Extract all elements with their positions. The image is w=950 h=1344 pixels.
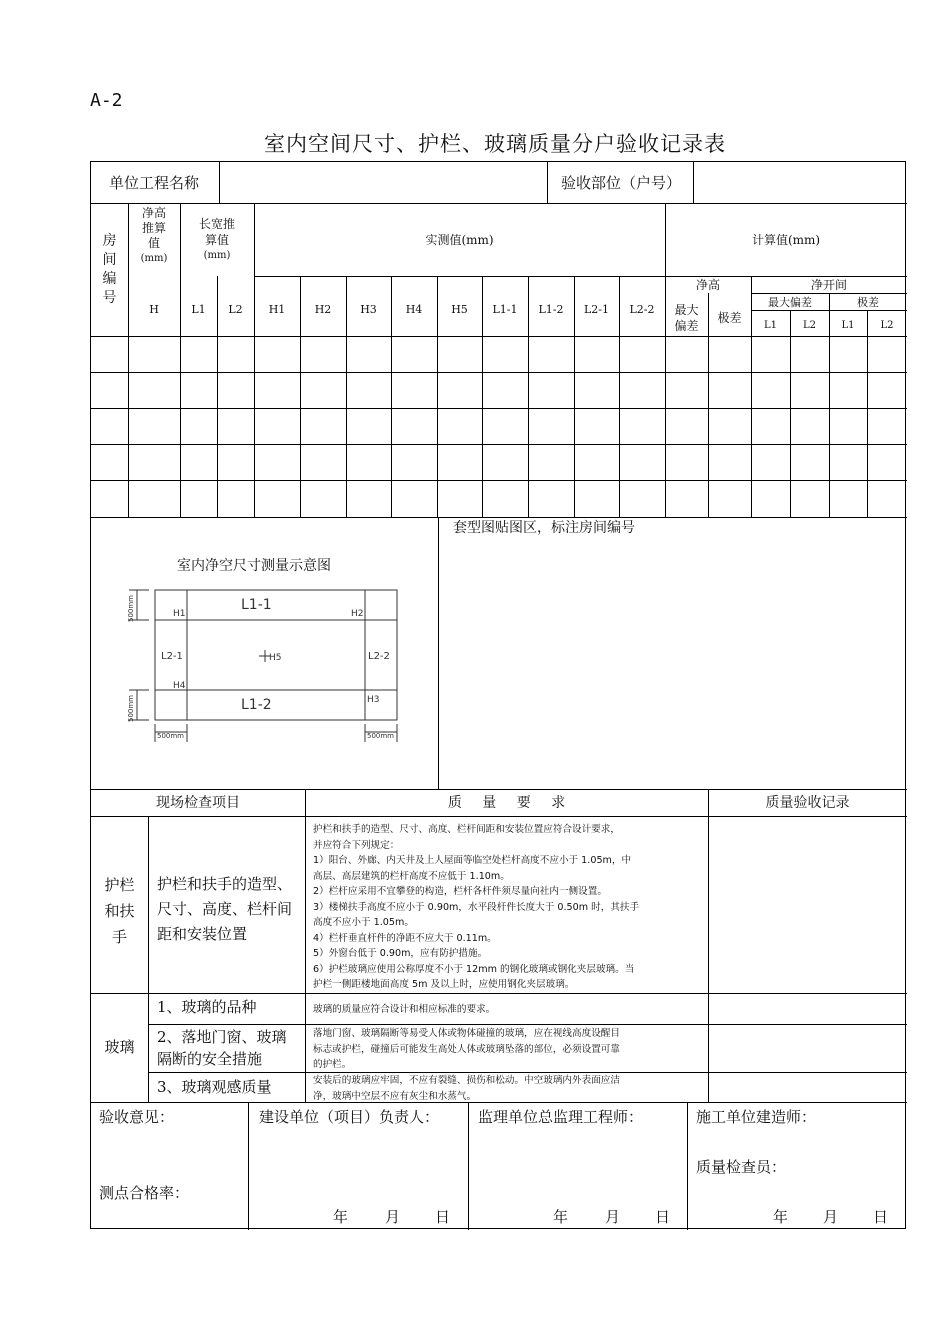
contractor-date-month: 月 [823, 1208, 839, 1226]
col-l1-1: L1-1 [492, 303, 518, 316]
col-h1: H1 [268, 303, 286, 316]
railing-category: 护栏 和扶 手 [104, 876, 135, 946]
room-number-header: 房 间 编 号 [102, 233, 117, 306]
contractor-date-day: 日 [873, 1208, 889, 1226]
label-l1-2: L1-2 [241, 697, 272, 713]
label-l2-1: L2-1 [161, 651, 183, 662]
supervisor-signature-label: 监理单位总监理工程师： [478, 1108, 644, 1126]
col-h2: H2 [314, 303, 332, 316]
col-l2-1: L2-1 [583, 303, 610, 316]
col-h5: H5 [451, 303, 468, 316]
calculated-values-header: 计算值(mm) [751, 233, 821, 247]
glass-item-appearance: 3、玻璃观感质量 [157, 1078, 272, 1096]
acceptance-opinion-label: 验收意见： [99, 1108, 175, 1126]
span-max-deviation-header: 最大偏差 [768, 296, 812, 309]
label-h2: H2 [351, 609, 364, 619]
label-l2-2: L2-2 [368, 651, 390, 662]
measured-values-header: 实测值(mm) [425, 233, 494, 247]
quality-requirement-header: 质 量 要 求 [447, 795, 566, 811]
location-label: 验收部位（户号） [561, 174, 682, 192]
col-l2: L2 [228, 303, 243, 316]
col-l1-2: L1-2 [538, 303, 564, 316]
label-h5: H5 [269, 653, 282, 663]
span-range-l1: L1 [841, 320, 855, 331]
quality-record-header: 质量验收记录 [765, 795, 850, 811]
col-h3: H3 [360, 303, 377, 316]
floor-plan-paste-area[interactable]: 套型图贴图区，标注房间编号 [453, 520, 635, 536]
col-l1: L1 [191, 303, 206, 316]
glass-appearance-record[interactable] [709, 1073, 905, 1101]
span-range-header: 极差 [857, 296, 879, 309]
net-height-estimate-header: 净高 推算 值 (mm) [140, 206, 168, 264]
span-range-l2: L2 [880, 320, 894, 331]
railing-requirements: 护栏和扶手的造型、尺寸、高度、栏杆间距和安装位置应符合设计要求， 并应符合下列规定： 1）阳台、外廊、内天井及上人屋面等临空处栏杆高度不应小于 1.05m，中 高层、高层建筑的栏杆高度不应低于 1.10m。 2）栏杆应采用不宜攀登的构造，栏杆各杆件须尽量向社内一侧设置。 3）楼梯扶手高度不应小于 0.90m，水平段杆件长度大于 0.50m 时，其扶手 高度不应小于 1.05m。 4）栏杆垂直杆件的净距不应大于 0.11m。 5）外窗台低于 0.90m，应有防护措施。 6）护栏玻璃应使用公称厚度不小于 12mm 的钢化玻璃或钢化夹层玻璃。当 护栏一侧距楼地面高度 5m 及以上时，应使用钢化夹层玻璃。 [313, 824, 640, 990]
acceptance-form [90, 161, 906, 1229]
project-name-label: 单位工程名称 [109, 174, 200, 192]
label-h3: H3 [367, 695, 380, 705]
document-code: A-2 [90, 90, 123, 111]
glass-safety-requirement: 落地门窗、玻璃隔断等易受人体或物体碰撞的玻璃，应在视线高度设醒目 标志或护栏，碰撞后可能发生高处人体或玻璃坠落的部位，必须设置可靠 的护栏。 [313, 1028, 620, 1070]
length-width-estimate-header: 长宽推 算值 (mm) [198, 217, 235, 261]
contractor-date-year: 年 [773, 1208, 789, 1226]
owner-date-month: 月 [385, 1208, 401, 1226]
supervisor-date-day: 日 [655, 1208, 671, 1226]
pass-rate-label: 测点合格率： [99, 1184, 190, 1202]
dim-horizontal-left: 500mm [157, 732, 184, 740]
contractor-signature-label: 施工单位建造师： [696, 1108, 817, 1126]
label-h4: H4 [173, 681, 186, 691]
supervisor-date-year: 年 [553, 1208, 569, 1226]
owner-date-year: 年 [333, 1208, 349, 1226]
railing-record[interactable] [709, 817, 905, 992]
owner-signature-label: 建设单位（项目）负责人： [259, 1108, 440, 1126]
inspection-item-header: 现场检查项目 [156, 795, 240, 811]
label-h1: H1 [173, 609, 186, 619]
glass-item-type: 1、玻璃的品种 [157, 998, 257, 1016]
span-max-dev-l2: L2 [802, 320, 816, 331]
glass-type-requirement: 玻璃的质量应符合设计和相应标准的要求。 [313, 1004, 496, 1015]
supervisor-date-month: 月 [605, 1208, 621, 1226]
railing-item: 护栏和扶手的造型、 尺寸、高度、栏杆间 距和安装位置 [157, 875, 293, 943]
col-h: H [149, 303, 159, 316]
range-header: 极差 [717, 311, 742, 325]
label-l1-1: L1-1 [241, 597, 272, 613]
glass-category: 玻璃 [104, 1038, 135, 1056]
col-h4: H4 [405, 303, 423, 316]
dim-vertical-top: 500mm [127, 595, 135, 622]
glass-appearance-requirement: 安装后的玻璃应牢固，不应有裂缝、损伤和松动。中空玻璃内外表面应洁 净，玻璃中空层不应有灰尘和水蒸气。 [313, 1075, 620, 1101]
net-span-group-header: 净开间 [810, 278, 847, 292]
glass-item-safety: 2、落地门窗、玻璃 隔断的安全措施 [157, 1028, 287, 1068]
max-deviation-header: 最大 偏差 [674, 303, 699, 333]
dim-vertical-bottom: 500mm [127, 695, 135, 722]
measurement-diagram [119, 582, 409, 747]
span-max-dev-l1: L1 [763, 320, 777, 331]
dim-horizontal-right: 500mm [367, 732, 394, 740]
net-height-group-header: 净高 [695, 278, 720, 292]
glass-type-record[interactable] [709, 994, 905, 1023]
glass-safety-record[interactable] [709, 1025, 905, 1071]
col-l2-2: L2-2 [629, 303, 655, 316]
inspector-signature-label: 质量检查员： [696, 1158, 787, 1176]
diagram-title: 室内净空尺寸测量示意图 [177, 558, 331, 574]
document-title: 室内空间尺寸、护栏、玻璃质量分户验收记录表 [264, 132, 726, 156]
owner-date-day: 日 [435, 1208, 451, 1226]
